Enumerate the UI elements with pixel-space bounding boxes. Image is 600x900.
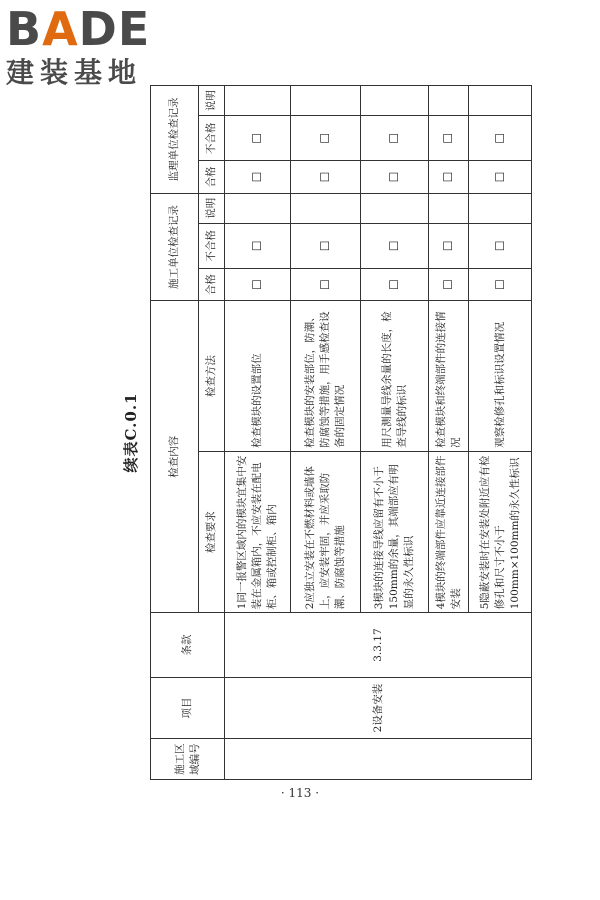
requirement-cell: 4模块的终端部件应靠近连接部件安装 [429,451,469,612]
construction-note-cell [469,193,532,223]
construction-fail-checkbox[interactable]: ☐ [225,223,291,268]
supervision-pass-checkbox[interactable]: ☐ [291,161,361,193]
supervision-pass-checkbox[interactable]: ☐ [429,161,469,193]
construction-pass-checkbox[interactable]: ☐ [291,269,361,301]
header-construction-note: 说明 [199,193,225,223]
construction-note-cell [291,193,361,223]
method-cell: 检查模块的安装部位，防潮、防腐蚀等措施，用手感检查设备的固定情况 [291,301,361,452]
table-row [225,86,291,780]
construction-fail-checkbox[interactable]: ☐ [291,223,361,268]
requirement-cell: 1同一报警区域内的模块宜集中安装在金属箱内，不应安装在配电柜、箱或控制柜、箱内 [225,451,291,612]
header-supervision: 监理单位检查记录 [151,86,199,194]
method-cell: 用尺测量导线余量的长度，检查导线的标识 [361,301,429,452]
method-cell: 检查模块和终端部件的连接情况 [429,301,469,452]
supervision-fail-checkbox[interactable]: ☐ [429,116,469,161]
zone-cell [225,739,532,780]
header-supervision-fail: 不合格 [199,116,225,161]
supervision-pass-checkbox[interactable]: ☐ [469,161,532,193]
supervision-note-cell [291,86,361,116]
header-construction-pass: 合格 [199,269,225,301]
logo-tagline: 建装基地 [6,56,143,89]
supervision-pass-checkbox[interactable]: ☐ [225,161,291,193]
supervision-fail-checkbox[interactable]: ☐ [469,116,532,161]
table-caption: 续表C.0.1 [122,392,140,473]
requirement-cell: 5隐蔽安装时在安装处附近应有检修孔和尺寸不小于100mm×100mm的永久性标识 [469,451,532,612]
requirement-cell: 3模块的连接导线应留有不小于150mm的余量，其端部应有明显的永久性标识 [361,451,429,612]
header-item: 项目 [151,677,225,738]
supervision-fail-checkbox[interactable]: ☐ [361,116,429,161]
header-method: 检查方法 [199,301,225,452]
bade-logo [6,4,176,96]
construction-note-cell [361,193,429,223]
page-number: · 113 · [280,786,320,800]
header-clause: 条款 [151,613,225,678]
construction-note-cell [225,193,291,223]
construction-fail-checkbox[interactable]: ☐ [429,223,469,268]
requirement-cell: 2应独立安装在不燃材料或墙体上，应安装牢固，并应采取防潮、防腐蚀等措施 [291,451,361,612]
header-requirement: 检查要求 [199,451,225,612]
rotated-page-content [115,85,521,780]
supervision-note-cell [225,86,291,116]
construction-pass-checkbox[interactable]: ☐ [225,269,291,301]
clause-cell: 3.3.17 [225,613,532,678]
header-zone: 施工区域编号 [151,739,225,780]
construction-fail-checkbox[interactable]: ☐ [361,223,429,268]
inspection-table [150,85,532,780]
construction-pass-checkbox[interactable]: ☐ [469,269,532,301]
logo-wordmark: BADE [6,2,151,56]
header-content: 检查内容 [151,301,199,613]
supervision-fail-checkbox[interactable]: ☐ [225,116,291,161]
header-supervision-note: 说明 [199,86,225,116]
supervision-note-cell [361,86,429,116]
header-supervision-pass: 合格 [199,161,225,193]
supervision-pass-checkbox[interactable]: ☐ [361,161,429,193]
construction-note-cell [429,193,469,223]
construction-pass-checkbox[interactable]: ☐ [429,269,469,301]
header-construction: 施工单位检查记录 [151,193,199,301]
construction-fail-checkbox[interactable]: ☐ [469,223,532,268]
supervision-note-cell [469,86,532,116]
construction-pass-checkbox[interactable]: ☐ [361,269,429,301]
header-construction-fail: 不合格 [199,223,225,268]
supervision-note-cell [429,86,469,116]
supervision-fail-checkbox[interactable]: ☐ [291,116,361,161]
method-cell: 检查模块的设置部位 [225,301,291,452]
item-cell: 2设备安装 [225,677,532,738]
method-cell: 观察检修孔和标识设置情况 [469,301,532,452]
